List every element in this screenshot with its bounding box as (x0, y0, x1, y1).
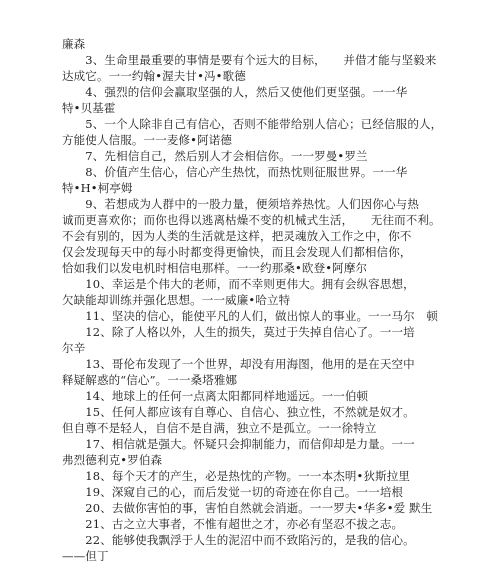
text-line: 7、先相信自己，然后别人才会相信你。一一罗曼•罗兰 (62, 149, 368, 163)
text-line: 17、相信就是强大。怀疑只会抑制能力，而信仰却是力量。一一 (62, 437, 415, 451)
text-line: 22、能够使我飘浮于人生的泥沼中而不致陷污的，是我的信心。 (62, 533, 415, 547)
text-line: 9、若想成为人群中的一股力量，便须培养热忱。人们因你心与热 (62, 197, 419, 211)
text-line: 不会有别的，因为人类的生活就是这样，把灵魂放入工作之中，你不 (62, 229, 412, 243)
text-line: 达成它。一一约翰•渥夫甘•冯•歌德 (62, 69, 246, 83)
text-line: 19、深窥自己的心，而后发觉一切的奇迹在你自己。一一培根 (62, 485, 404, 499)
text-line: 但自尊不是轻人，自信不是自满，独立不是孤立。一一徐特立 (62, 421, 377, 435)
text-line: 18、每个天才的产生，必是热忱的产物。一一本杰明•狄斯拉里 (62, 469, 411, 483)
text-line: 3、生命里最重要的事情是要有个远大的目标， 并借才能与坚毅来 (62, 53, 437, 67)
text-line: 20、去做你害怕的事，害怕自然就会消逝。一一罗夫•华多•爱 默生 (62, 501, 433, 515)
text-line: 14、地球上的任何一点离太阳都同样地遥远。一一伯顿 (62, 389, 369, 403)
text-line: 15、任何人都应该有自尊心、自信心、独立性，不然就是奴才。 (62, 405, 415, 419)
text-line: 恰如我们以发电机时相信电那样。一一约那桑•欧登•阿摩尔 (62, 261, 368, 275)
text-line: 13、哥伦布发现了一个世界，却没有用海图，他用的是在天空中 (62, 357, 415, 371)
text-line: 12、除了人格以外，人生的损失，莫过于失掉自信心了。一一培 (62, 325, 415, 339)
text-line: 特•H•柯亭姆 (62, 181, 133, 195)
text-line: 11、坚决的信心，能使平凡的人们，做出惊人的事业。一一马尔 顿 (62, 309, 439, 323)
text-line: 特•贝基霍 (62, 101, 116, 115)
text-line: 释疑解惑的“信心”。一一桑塔雅娜 (62, 373, 238, 387)
text-line: 4、强烈的信仰会赢取坚强的人，然后又使他们更坚强。一一华 (62, 85, 408, 99)
text-line: 廉森 (62, 37, 86, 51)
text-line: ——但丁 (62, 549, 109, 563)
text-line: 8、价值产生信心，信心产生热忱，而热忱则征服世界。一一华 (62, 165, 408, 179)
text-line: 5、一个人除非自己有信心，否则不能带给别人信心；已经信服的人， (62, 117, 443, 131)
text-line: 21、古之立大事者，不惟有超世之才，亦必有坚忍不拔之志。 (62, 517, 404, 531)
text-line: 尔辛 (62, 341, 86, 355)
text-line: 方能使人信服。一一麦修•阿诺德 (62, 133, 233, 147)
text-line: 仅会发现每天中的每小时都变得更愉快，而且会发现人们都相信你， (62, 245, 412, 259)
text-line: 弗烈德利克•罗伯森 (62, 453, 163, 467)
text-line: 诚而更喜欢你；而你也得以逃离枯燥不变的机械式生活， 无往而不利。 (62, 213, 441, 227)
text-line: 欠缺能却训练并强化思想。一一威廉•哈立特 (62, 293, 291, 307)
text-line: 10、幸运是个伟大的老师，而不幸则更伟大。拥有会纵容思想， (62, 277, 415, 291)
